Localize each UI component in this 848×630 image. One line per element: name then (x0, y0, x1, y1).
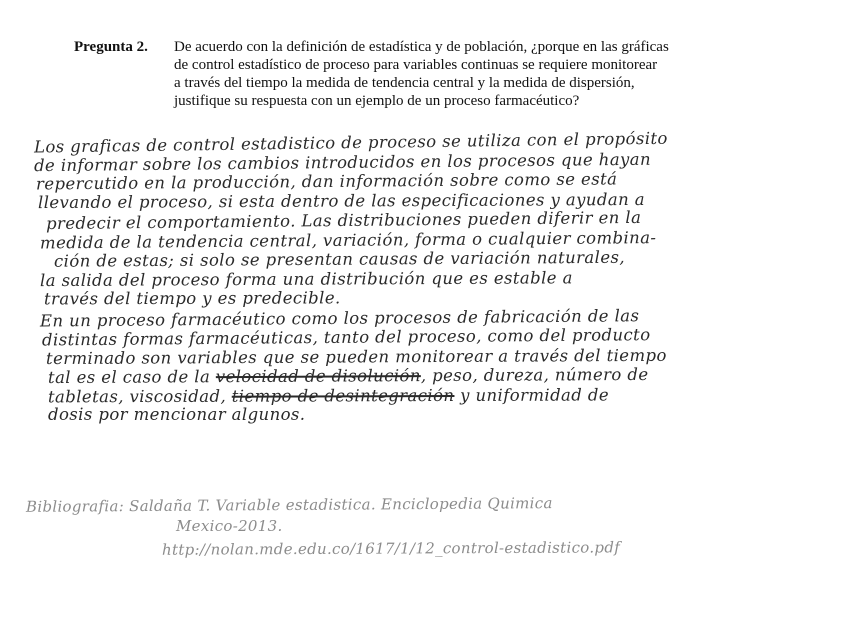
answer-line: través del tiempo y es predecible. (43, 288, 341, 309)
handwritten-answer (30, 128, 830, 425)
question-line: a través del tiempo la medida de tendencia central y la medida de dispersión, (174, 75, 635, 91)
answer-fragment: tal es el caso de la (47, 367, 211, 388)
answer-fragment: y uniformidad de (460, 384, 610, 405)
answer-line (48, 364, 830, 388)
answer-line: llevando el proceso, si esta dentro de las especificaciones y ayudan a (37, 189, 645, 212)
question-line: de control estadístico de proceso para variables continuas se requiere monitorear (174, 57, 658, 73)
answer-line: terminado son variables que se pueden monitorear a través del tiempo (45, 345, 667, 368)
bibliography (26, 493, 826, 559)
struck-out-text: velocidad de disolución (215, 366, 421, 387)
answer-line: distintas formas farmacéuticas, tanto del proceso, como del producto (41, 325, 651, 350)
question-line: justifique su respuesta con un ejemplo de un proceso farmacéutico? (174, 93, 580, 109)
question-line: De acuerdo con la definición de estadística y de población, ¿porque en las gráficas (174, 39, 669, 55)
bibliography-line: Bibliografia: Saldaña T. Variable estadistica. Enciclopedia Quimica (25, 494, 553, 516)
answer-line: la salida del proceso forma una distribución que es estable a (39, 267, 573, 290)
answer-fragment: tabletas, viscosidad, (47, 386, 227, 406)
answer-line: ción de estas; si solo se presentan causas de variación naturales, (53, 247, 626, 271)
question-label: Pregunta 2. (74, 39, 148, 55)
question-block (74, 38, 814, 110)
bibliography-line: Mexico-2013. (176, 517, 283, 535)
bibliography-line: http://nolan.mde.edu.co/1617/1/12_control-estadistico.pdf (161, 538, 621, 559)
answer-line: de informar sobre los cambios introducidos en los procesos que hayan (33, 149, 652, 175)
answer-line: medida de la tendencia central, variación, forma o cualquier combina- (39, 227, 657, 252)
answer-line: En un proceso farmacéutico como los procesos de fabricación de las (39, 305, 640, 330)
struck-out-text: tiempo de desintegración (231, 385, 455, 406)
answer-fragment: , peso, dureza, número de (420, 364, 649, 386)
question-text (174, 38, 814, 110)
answer-line: repercutido en la producción, dan información sobre como se está (35, 169, 618, 194)
answer-line: Los graficas de control estadistico de proceso se utiliza con el propósito (33, 128, 668, 157)
answer-line: predecir el comportamiento. Las distribuciones pueden diferir en la (45, 207, 642, 234)
answer-line (48, 384, 830, 406)
answer-line: dosis por mencionar algunos. (48, 405, 306, 424)
